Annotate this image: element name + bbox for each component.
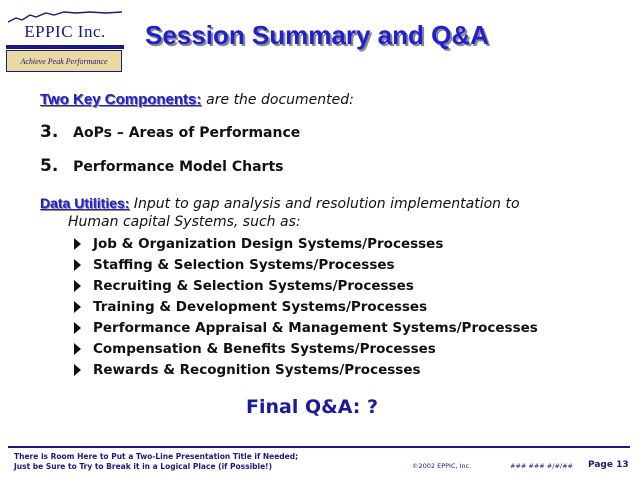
footer-title [14,452,298,472]
list-item: Performance Appraisal & Management Systems/Processes [74,317,538,338]
component-label: AoPs – Areas of Performance [73,125,301,141]
logo-bar [6,45,124,49]
final-qa: Final Q&A: ? [246,396,378,418]
list-item: Job & Organization Design Systems/Processes [74,233,538,254]
arrow-bullet-icon [74,364,81,376]
logo-tagline: Achieve Peak Performance [6,50,122,72]
component-item-charts [40,156,283,176]
component-item-aops [40,122,300,142]
arrow-bullet-icon [74,322,81,334]
footer-divider [8,446,630,448]
data-utilities [40,194,600,231]
list-item: Recruiting & Selection Systems/Processes [74,275,538,296]
footer-line-1: There is Room Here to Put a Two-Line Presentation Title if Needed; [14,452,299,461]
logo-name: EPPIC Inc. [24,22,106,41]
slide-title: Session Summary and Q&A [145,20,489,50]
data-utilities-heading: Data Utilities: [40,195,130,211]
list-item: Training & Development Systems/Processes [74,296,538,317]
arrow-bullet-icon [74,343,81,355]
arrow-bullet-icon [74,238,81,250]
components-text: are the documented: [206,92,354,108]
list-item: Rewards & Recognition Systems/Processes [74,359,538,380]
page-number: Page 13 [588,460,629,470]
components-line [40,90,354,108]
doc-code: ### ### #/#/## [510,462,573,470]
arrow-bullet-icon [74,280,81,292]
component-number: 5. [40,156,59,176]
eppic-logo [6,10,124,66]
copyright: ©2002 EPPIC, Inc. [412,462,472,470]
list-item: Staffing & Selection Systems/Processes [74,254,538,275]
component-number: 3. [40,122,59,142]
footer-line-2: Just be Sure to Try to Break it in a Logical Place (if Possible!) [14,462,273,471]
list-item: Compensation & Benefits Systems/Processes [74,338,538,359]
systems-list [74,233,538,380]
component-label: Performance Model Charts [73,159,284,175]
data-utilities-text-1: Input to gap analysis and resolution implementation to [133,196,520,212]
data-utilities-text-2: Human capital Systems, such as: [68,214,301,230]
arrow-bullet-icon [74,301,81,313]
arrow-bullet-icon [74,259,81,271]
components-heading: Two Key Components: [40,91,202,108]
